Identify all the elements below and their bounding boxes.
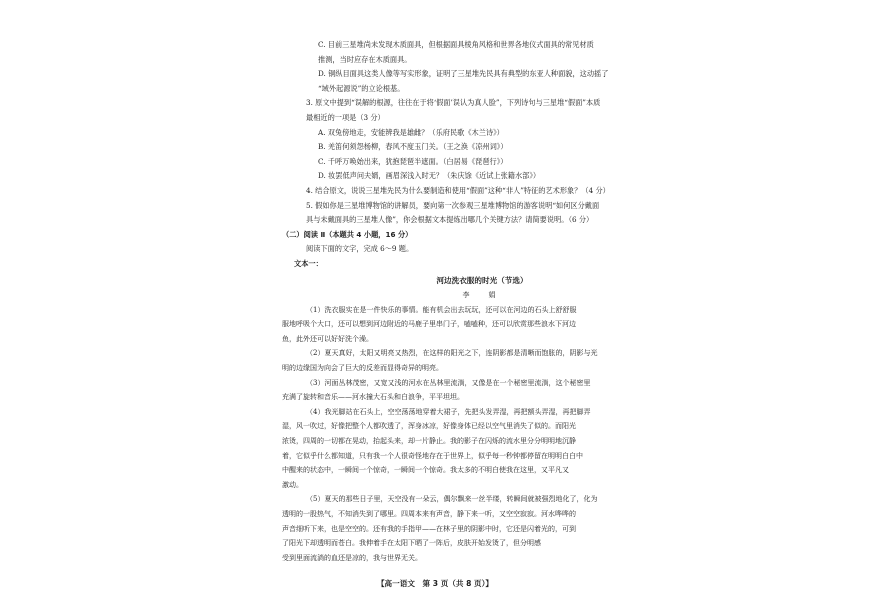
- question-section: [282, 38, 682, 272]
- text-line: C. 千呼万唤始出来，犹抱琵琶半遮面。（白居易《琵琶行》）: [318, 156, 508, 166]
- page-footer: 【高一语文 第 3 页（共 8 页）】: [376, 579, 494, 588]
- text-line: （4）我光脚站在石头上，空空荡荡地穿着大裙子，先把头发弄湿，再把额头弄湿，再把脚弄: [306, 407, 591, 416]
- text-line: （二）阅读 Ⅱ（本题共 4 小题，16 分）: [282, 229, 413, 239]
- text-line: 鱼，此外还可以好好洗个澡。: [282, 334, 373, 343]
- text-line: 透明的一股热气，不知消失到了哪里。四周本来有声音，静下来一听，又空空寂寂。河水哗哗的: [282, 510, 576, 518]
- text-line: 激动。: [282, 480, 303, 489]
- text-line: 3. 原文中提到“误解的根源，往往在于将‘假面’误认为真人脸”，下列诗句与三星堆“假面”本质: [306, 98, 601, 108]
- text-line: 阅读下面的文字，完成 6～9 题。: [306, 244, 414, 254]
- essay-body: [282, 303, 682, 566]
- text-line: （3）河面丛林茂密，又宽又浅的河水在丛林里流淌，又像是在一个秘密里流淌，这个秘密里: [306, 378, 591, 387]
- text-line: 了阳光下却透明而苍白。我伸着手在太阳下晒了一阵后，皮肤开始发烫了，但分明感: [282, 539, 541, 548]
- text-line: 受到里面流淌的血还是凉的，我与世界无关。: [282, 553, 422, 562]
- text-line: A. 双兔傍地走，安能辨我是雄雌？（乐府民歌《木兰诗》）: [318, 127, 504, 137]
- text-line: 明的边缘国为向会了巨大的反差而显得奇异的明亮。: [282, 364, 443, 373]
- text-line: 5. 假如你是三星堆博物馆的讲解员，要向第一次参观三星堆博物馆的游客说明“如何区分戴面: [306, 200, 600, 210]
- text-line: D. 妆罢低声问夫婿，画眉深浅入时无？（朱庆馀《近试上张籍水部》）: [318, 171, 541, 181]
- text-line: “域外起源说”的立论根基。: [318, 83, 405, 93]
- text-line: 湿，风一吹过，好像把整个人都吹透了，浑身冰凉，好像身体已经以空气里消失了似的。而阳光: [282, 422, 576, 431]
- text-line: 中醒来的状态中，一瞬间一个惊奇，一瞬间一个惊奇。我太多的不明白使我在这里，又平凡又: [282, 466, 569, 475]
- text-line: 推测，当时应存在木质面具。: [318, 54, 412, 64]
- text-line: 最相近的一项是（3 分）: [306, 112, 385, 122]
- text-line: 充满了旋转和音乐——河水撞大石头和白浪争，平平坦坦。: [282, 393, 464, 402]
- text-line: 浓烫，四周的一切都在晃动，抬起头来，却一片静止。我的影子在闪烁的流水里分分明明地沉静: [282, 437, 576, 446]
- text-line: B. 羌笛何须怨杨柳，春风不度玉门关。（王之涣《凉州词》）: [318, 142, 508, 152]
- text-line: 文本一：: [294, 258, 323, 268]
- text-line: C. 目前三星堆尚未发现木质面具，但根据面具棱角风格和世界各地仪式面具的常见材质: [318, 40, 594, 49]
- text-line: 着，它似乎什么都知道，只有我一个人很奇怪地存在于世界上，似乎每一秒钟都停留在明明白白中: [282, 451, 583, 460]
- text-line: D. 铜纵目面具这类人像等写实形象，证明了三星堆先民具有典型的东亚人种面貌，这动摇了: [318, 69, 609, 79]
- essay-title: 河边洗衣服的时光（节选）: [436, 275, 528, 285]
- text-line: （1）洗衣服实在是一件快乐的事情。能有机会出去玩玩，还可以在河边的石头上舒舒服: [306, 305, 577, 314]
- text-line: 4. 结合原文，说说三星堆先民为什么要制造和使用“假面”这种“非人”特征的艺术形象？（4 分）: [306, 185, 610, 195]
- text-line: 声音细听下来，也是空空的。还有我的手指甲——在林子里的阴影中时，它还是闪着光的，可到: [282, 524, 576, 533]
- text-line: 具与未戴面具的三星堆人像”，你会根据文本提炼出哪几个关键方法？请简要说明。（6 分）: [306, 215, 594, 225]
- essay-author: 李 娟: [462, 291, 502, 300]
- text-line: （5）夏天的那些日子里，天空没有一朵云，偶尔飘来一丝半缕，转瞬间就被强烈地化了，化为: [306, 495, 598, 504]
- text-line: 服地呼吸个大口，还可以想到河边附近的马鹿子里串门子，嗑嗑种，还可以欣赏那些浪水下河边: [282, 320, 576, 329]
- document-content: [282, 38, 682, 565]
- text-line: （2）夏天真好，太阳又明亮又热烈，在这样的阳光之下，连阴影都是清晰而饱胀的，阴影与光: [306, 349, 598, 358]
